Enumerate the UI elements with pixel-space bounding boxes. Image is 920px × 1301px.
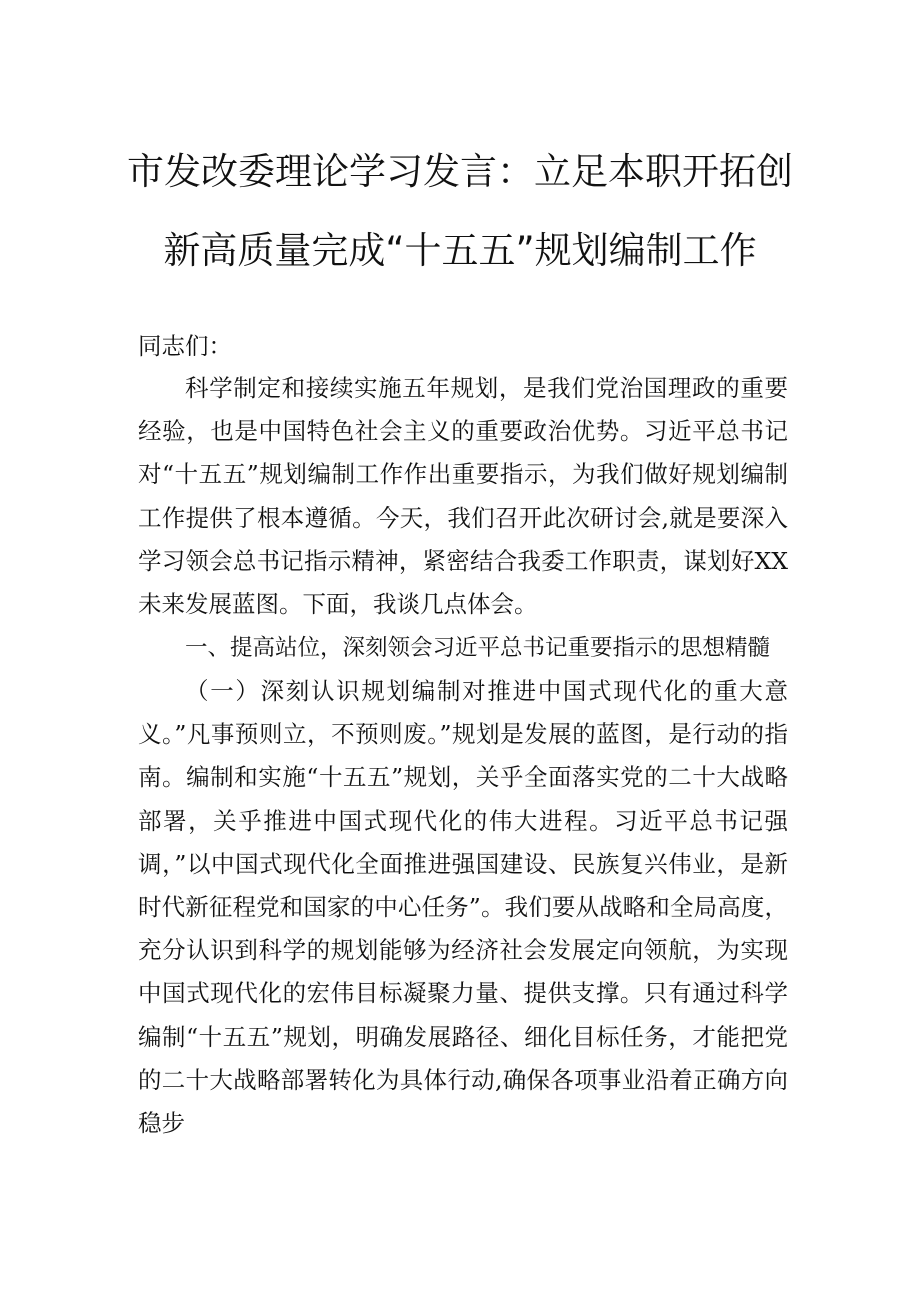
document-title-line-2: 新高质量完成“十五五”规划编制工作 [163, 229, 757, 272]
greeting: 同志们： [138, 332, 232, 360]
document-title-line-1: 市发改委理论学习发言：立足本职开拓创 [127, 150, 793, 193]
paragraph-intro: 科学制定和接续实施五年规划，是我们党治国理政的重要经验，也是中国特色社会主义的重要政治优势。习近平总书记对“十五五”规划编制工作作出重要指示，为我们做好规划编制工作提供了根本遵循。今天，我们召开此次研讨会,就是要深入学习领会总书记指示精神，紧密结合我委工作职责，谋划好XX未来发展蓝图。下面，我谈几点体会。 [138, 374, 788, 619]
paragraph-section-1-1: （一）深刻认识规划编制对推进中国式现代化的重大意义。”凡事预则立，不预则废。”规划是发展的蓝图，是行动的指南。编制和实施“十五五”规划，关乎全面落实党的二十大战略部署，关乎推进中国式现代化的伟大进程。习近平总书记强调，”以中国式现代化全面推进强国建设、民族复兴伟业，是新时代新征程党和国家的中心任务”。我们要从战略和全局高度，充分认识到科学的规划能够为经济社会发展定向领航，为实现中国式现代化的宏伟目标凝聚力量、提供支撑。只有通过科学编制“十五五”规划，明确发展路径、细化目标任务，才能把党的二十大战略部署转化为具体行动,确保各项事业沿着正确方向稳步 [138, 677, 788, 1138]
section-heading-1: 一、提高站位，深刻领会习近平总书记重要指示的思想精髓 [185, 635, 771, 661]
